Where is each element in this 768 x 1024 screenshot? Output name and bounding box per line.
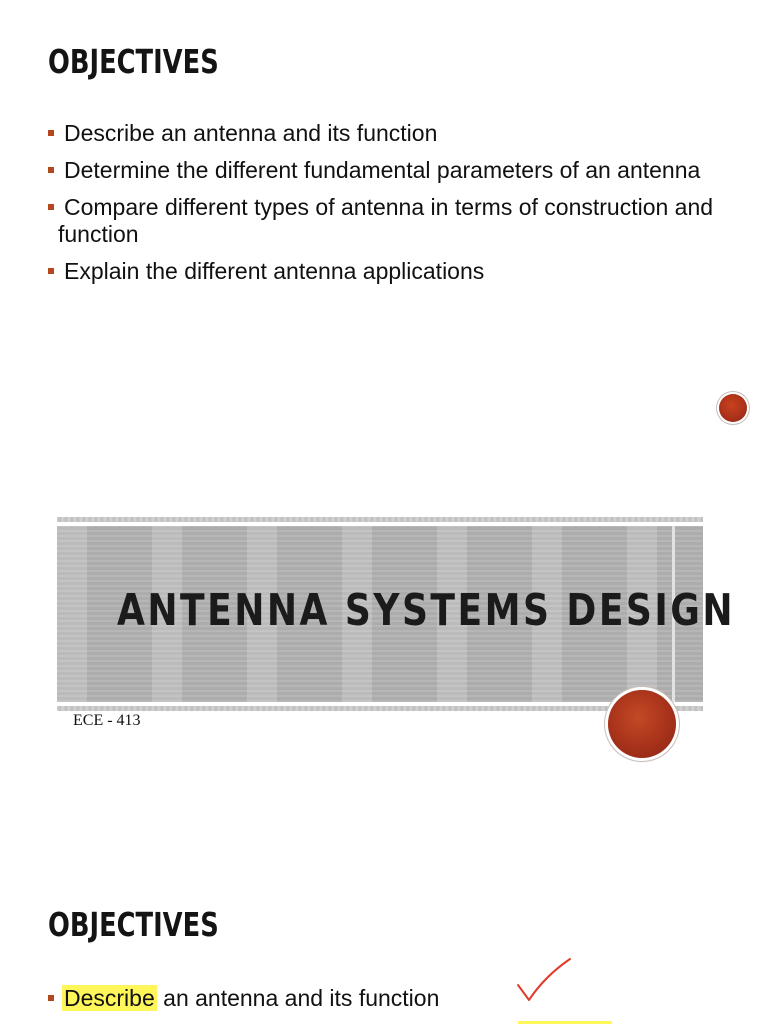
banner-stripe-top xyxy=(57,517,703,522)
highlighted-word: Describe xyxy=(64,985,155,1011)
objectives-list xyxy=(48,985,728,1022)
course-code: ECE - 413 xyxy=(73,712,141,729)
objective-text-rest: an antenna and its function xyxy=(156,985,440,1011)
title-banner xyxy=(57,517,735,711)
objective-item xyxy=(48,258,728,285)
objective-text xyxy=(58,985,439,1011)
objective-text: Describe an antenna and its function xyxy=(64,120,438,146)
banner-stripe-bottom xyxy=(57,706,703,711)
decorative-circle-large xyxy=(608,690,676,758)
bullet-marker xyxy=(48,268,54,274)
objectives-title: OBJECTIVES xyxy=(48,905,219,944)
objective-item xyxy=(48,194,728,248)
bullet-marker xyxy=(48,130,54,136)
bullet-marker xyxy=(48,167,54,173)
bullet-marker xyxy=(48,995,54,1001)
objective-item xyxy=(48,120,728,147)
objective-text: Determine the different fundamental parameters of an antenna xyxy=(64,157,701,183)
objectives-title: OBJECTIVES xyxy=(48,42,219,81)
decorative-circle xyxy=(719,394,747,422)
course-title: ANTENNA SYSTEMS DESIGN xyxy=(117,585,735,636)
objective-text: Compare different types of antenna in terms of construction and function xyxy=(58,194,714,247)
objectives-list xyxy=(48,120,728,295)
bullet-marker xyxy=(48,204,54,210)
objective-item xyxy=(48,157,728,184)
checkmark-icon xyxy=(515,956,573,1006)
objective-text: Explain the different antenna applications xyxy=(64,258,485,284)
objective-item xyxy=(48,985,728,1012)
